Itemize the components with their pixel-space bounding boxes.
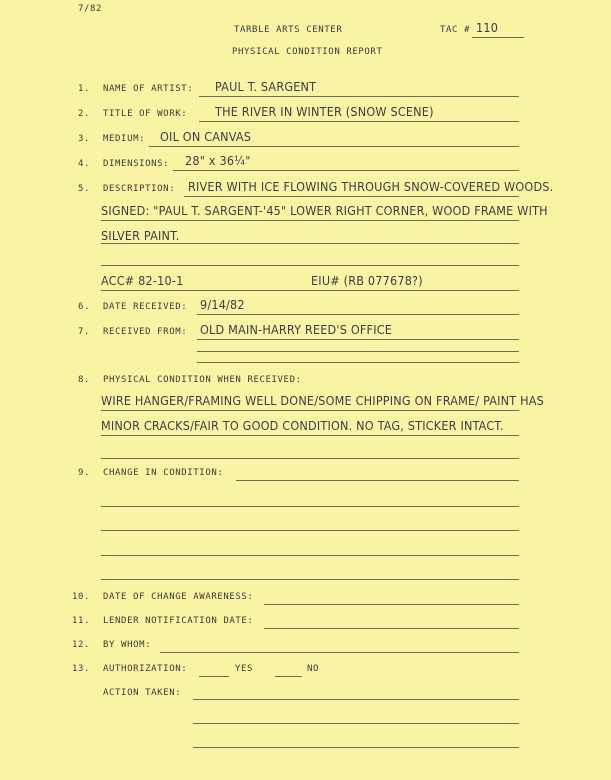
received-from-line-2 [197,351,519,352]
tac-number: 110 [476,20,499,35]
authorization-yes-label: YES [235,664,254,674]
description-line-1: RIVER WITH ICE FLOWING THROUGH SNOW-COVERED WOODS. [188,179,554,194]
authorization-no-label: NO [307,664,320,674]
artist-value: PAUL T. SARGENT [215,79,317,94]
action-taken-line-1 [193,699,519,700]
accession-line [101,290,519,291]
date-received-value: 9/14/82 [200,297,245,312]
description-line-3: SILVER PAINT. [101,228,180,243]
lender-notification-line [264,628,519,629]
artist-label: NAME OF ARTIST: [103,84,194,94]
authorization-label: AUTHORIZATION: [103,664,188,674]
by-whom-line [160,652,519,653]
action-taken-line-2 [193,723,519,724]
change-in-condition-line-1 [236,480,519,481]
description-line-2: SIGNED: "PAUL T. SARGENT-'45" LOWER RIGHT CORNER, WOOD FRAME WITH [101,203,548,218]
dimensions-line [173,170,519,171]
report-title: PHYSICAL CONDITION REPORT [232,47,383,57]
description-rule-4 [101,265,519,266]
item-number-7: 7. [77,327,90,337]
item-number-10: 10. [71,592,90,602]
physical-condition-rule-3 [101,458,519,459]
description-rule-1 [184,196,519,197]
change-in-condition-label: CHANGE IN CONDITION: [103,468,224,478]
medium-line [149,146,519,147]
medium-label: MEDIUM: [103,134,146,144]
dimensions-label: DIMENSIONS: [103,159,170,169]
received-from-line-3 [197,362,519,363]
change-in-condition-line-4 [101,555,519,556]
medium-value: OIL ON CANVAS [160,129,252,144]
change-in-condition-line-3 [101,530,519,531]
title-label: TITLE OF WORK: [103,109,188,119]
description-rule-3 [101,243,519,244]
authorization-yes-blank [199,676,229,677]
artist-line [199,96,519,97]
item-number-8: 8. [77,375,90,385]
eiu-number: EIU# (RB 077678?) [311,273,423,288]
accession-number: ACC# 82-10-1 [101,273,184,288]
item-number-9: 9. [77,468,90,478]
item-number-5: 5. [77,184,90,194]
received-from-value: OLD MAIN-HARRY REED'S OFFICE [200,322,393,337]
item-number-6: 6. [77,302,90,312]
institution-name: TARBLE ARTS CENTER [234,25,343,35]
authorization-no-blank [275,676,302,677]
item-number-3: 3. [77,134,90,144]
item-number-13: 13. [71,664,90,674]
description-label: DESCRIPTION: [103,184,176,194]
physical-condition-line-2: MINOR CRACKS/FAIR TO GOOD CONDITION. NO TAG, STICKER INTACT. [101,418,504,433]
physical-condition-rule-2 [101,435,519,436]
item-number-1: 1. [77,84,90,94]
item-number-2: 2. [77,109,90,119]
physical-condition-line-1: WIRE HANGER/FRAMING WELL DONE/SOME CHIPPING ON FRAME/ PAINT HAS [101,393,544,408]
date-change-label: DATE OF CHANGE AWARENESS: [103,592,254,602]
item-number-11: 11. [71,616,90,626]
tac-number-line [472,37,524,38]
tac-label: TAC # [440,25,471,35]
change-in-condition-line-2 [101,506,519,507]
by-whom-label: BY WHOM: [103,640,152,650]
title-line [199,121,519,122]
received-from-line-1 [197,339,519,340]
action-taken-label: ACTION TAKEN: [103,688,182,698]
item-number-4: 4. [77,159,90,169]
description-rule-2 [101,220,519,221]
dimensions-value: 28" x 36¼" [185,153,251,168]
item-number-12: 12. [71,640,90,650]
lender-notification-label: LENDER NOTIFICATION DATE: [103,616,254,626]
received-from-label: RECEIVED FROM: [103,327,188,337]
date-received-line [197,314,519,315]
physical-condition-rule-1 [101,410,519,411]
title-value: THE RIVER IN WINTER (SNOW SCENE) [215,104,434,119]
action-taken-line-3 [193,747,519,748]
physical-condition-label: PHYSICAL CONDITION WHEN RECEIVED: [103,375,302,385]
date-change-line [264,604,519,605]
form-date: 7/82 [78,4,103,14]
change-in-condition-line-5 [101,579,519,580]
date-received-label: DATE RECEIVED: [103,302,188,312]
